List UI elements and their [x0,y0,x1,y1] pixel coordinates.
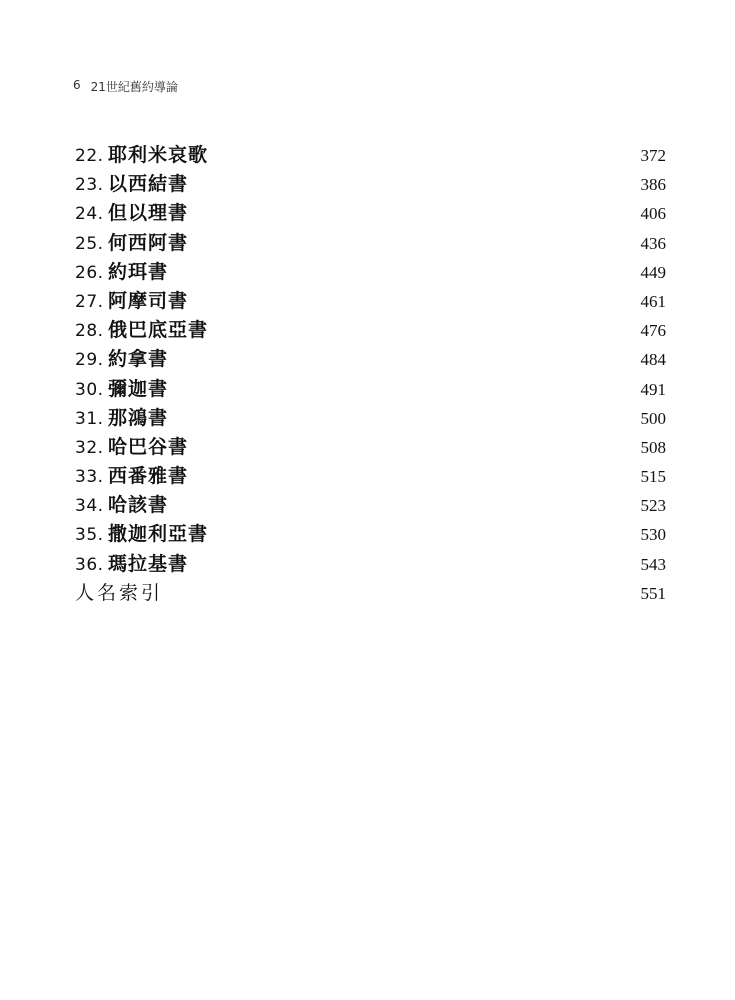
toc-entry-page: 484 [640,350,666,370]
toc-entry-title: 彌迦書 [108,377,169,400]
toc-entry-title: 阿摩司書 [108,289,189,312]
toc-entry-number: 22. [75,146,104,166]
book-title: 21世紀舊約導論 [90,80,178,94]
toc-entry [75,315,670,344]
toc-entry [75,140,670,169]
toc-entry-title: 俄巴底亞書 [108,319,209,342]
toc-entry-title: 何西阿書 [108,231,189,254]
toc-entry-title: 人名索引 [75,581,164,604]
toc-entry [75,519,670,548]
toc-entry [75,490,670,519]
toc-entry-number: 30. [75,379,104,400]
toc-entry-title: 那鴻書 [108,406,169,429]
toc-entry-page: 543 [640,554,666,574]
toc-entry-number: 26. [75,262,104,283]
toc-entry-page: 476 [640,321,666,341]
toc-entry [75,403,670,432]
toc-entry-title: 但以理書 [108,202,189,225]
toc-entry [75,374,670,403]
toc-entry-title: 耶利米哀歌 [108,144,209,166]
toc-entry-number: 35. [75,525,104,546]
toc-entry-number: 29. [75,350,104,371]
toc-entry-index [75,578,670,607]
toc-entry-title: 撒迦利亞書 [108,523,209,546]
toc-entry-title: 西番雅書 [108,465,189,488]
toc-entry-page: 372 [640,146,666,165]
toc-entry-title: 約珥書 [108,260,169,283]
toc-entry [75,549,670,578]
toc-entry-number: 31. [75,408,104,429]
toc-entry-number: 25. [75,233,104,254]
toc-entry-title: 哈該書 [108,494,169,517]
table-of-contents [75,140,670,607]
toc-entry-page: 551 [640,583,666,603]
toc-entry-title: 哈巴谷書 [108,435,189,458]
toc-entry-number: 32. [75,437,104,458]
toc-entry [75,461,670,490]
running-header [73,78,178,95]
toc-entry [75,169,670,198]
page-number: 6 [73,78,81,92]
toc-entry-number: 33. [75,467,104,488]
toc-entry-number: 28. [75,321,104,342]
toc-entry-page: 500 [640,408,666,428]
toc-entry [75,432,670,461]
toc-entry-number: 34. [75,496,104,517]
toc-entry [75,286,670,315]
toc-entry-title: 瑪拉基書 [108,552,189,575]
toc-entry [75,228,670,257]
toc-entry-number: 23. [75,175,104,196]
toc-entry-number: 27. [75,291,104,312]
toc-entry-page: 515 [640,467,666,487]
toc-entry-page: 436 [640,233,666,253]
toc-entry-number: 36. [75,554,104,575]
toc-entry-page: 491 [640,379,666,399]
toc-entry-number: 24. [75,204,104,225]
toc-entry-page: 530 [640,525,666,545]
toc-entry-page: 461 [640,291,666,311]
toc-entry-page: 523 [640,496,666,516]
toc-entry-title: 以西結書 [108,173,189,196]
toc-entry-page: 449 [640,262,666,282]
toc-entry-title: 約拿書 [108,348,169,371]
toc-entry-page: 386 [640,175,666,195]
toc-entry-page: 508 [640,437,666,457]
toc-entry-page: 406 [640,204,666,224]
toc-entry [75,198,670,227]
toc-entry [75,257,670,286]
toc-entry [75,344,670,373]
